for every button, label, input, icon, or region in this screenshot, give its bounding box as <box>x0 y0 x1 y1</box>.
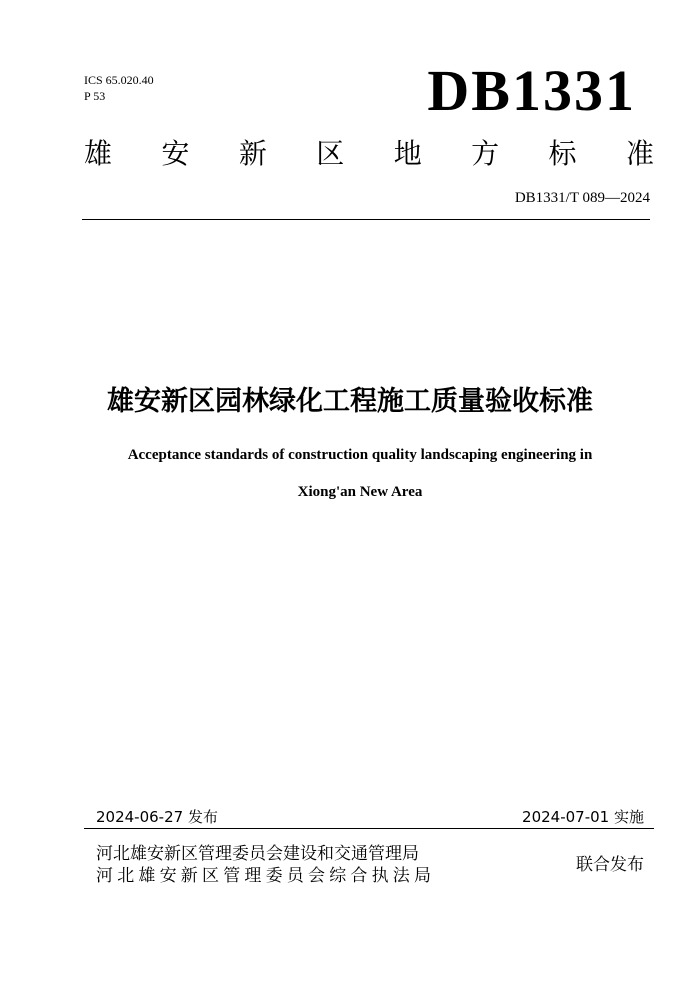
joint-release: 联合发布 <box>576 855 644 875</box>
issuer-1: 河北雄安新区管理委员会建设和交通管理局 <box>96 844 419 864</box>
standard-type-char: 标 <box>548 137 577 170</box>
classification-code: P 53 <box>84 89 106 103</box>
standard-type-char: 新 <box>238 137 267 170</box>
ics-code: ICS 65.020.40 <box>84 73 154 87</box>
standard-type-char: 地 <box>393 137 422 170</box>
standard-type-char: 安 <box>161 137 190 170</box>
ics-block <box>84 72 154 104</box>
header-divider <box>82 219 650 220</box>
standard-type-char: 方 <box>471 137 500 170</box>
title-english-line1: Acceptance standards of construction quality landscaping engineering in <box>127 447 593 463</box>
implement-date: 2024-07-01 实施 <box>522 808 644 826</box>
standard-number: DB1331/T 089—2024 <box>514 190 650 206</box>
standard-code: DB1331 <box>427 58 636 123</box>
standard-type <box>84 134 654 174</box>
title-chinese: 雄安新区园林绿化工程施工质量验收标准 <box>107 386 593 417</box>
standard-type-char: 准 <box>625 137 654 170</box>
title-english-line2: Xiong'an New Area <box>297 484 423 500</box>
issuer-2: 河北雄安新区管理委员会综合执法局 <box>96 866 436 886</box>
footer-divider <box>84 828 654 829</box>
standard-type-char: 雄 <box>84 137 113 170</box>
publish-date: 2024-06-27 发布 <box>96 808 218 826</box>
standard-type-char: 区 <box>316 137 345 170</box>
